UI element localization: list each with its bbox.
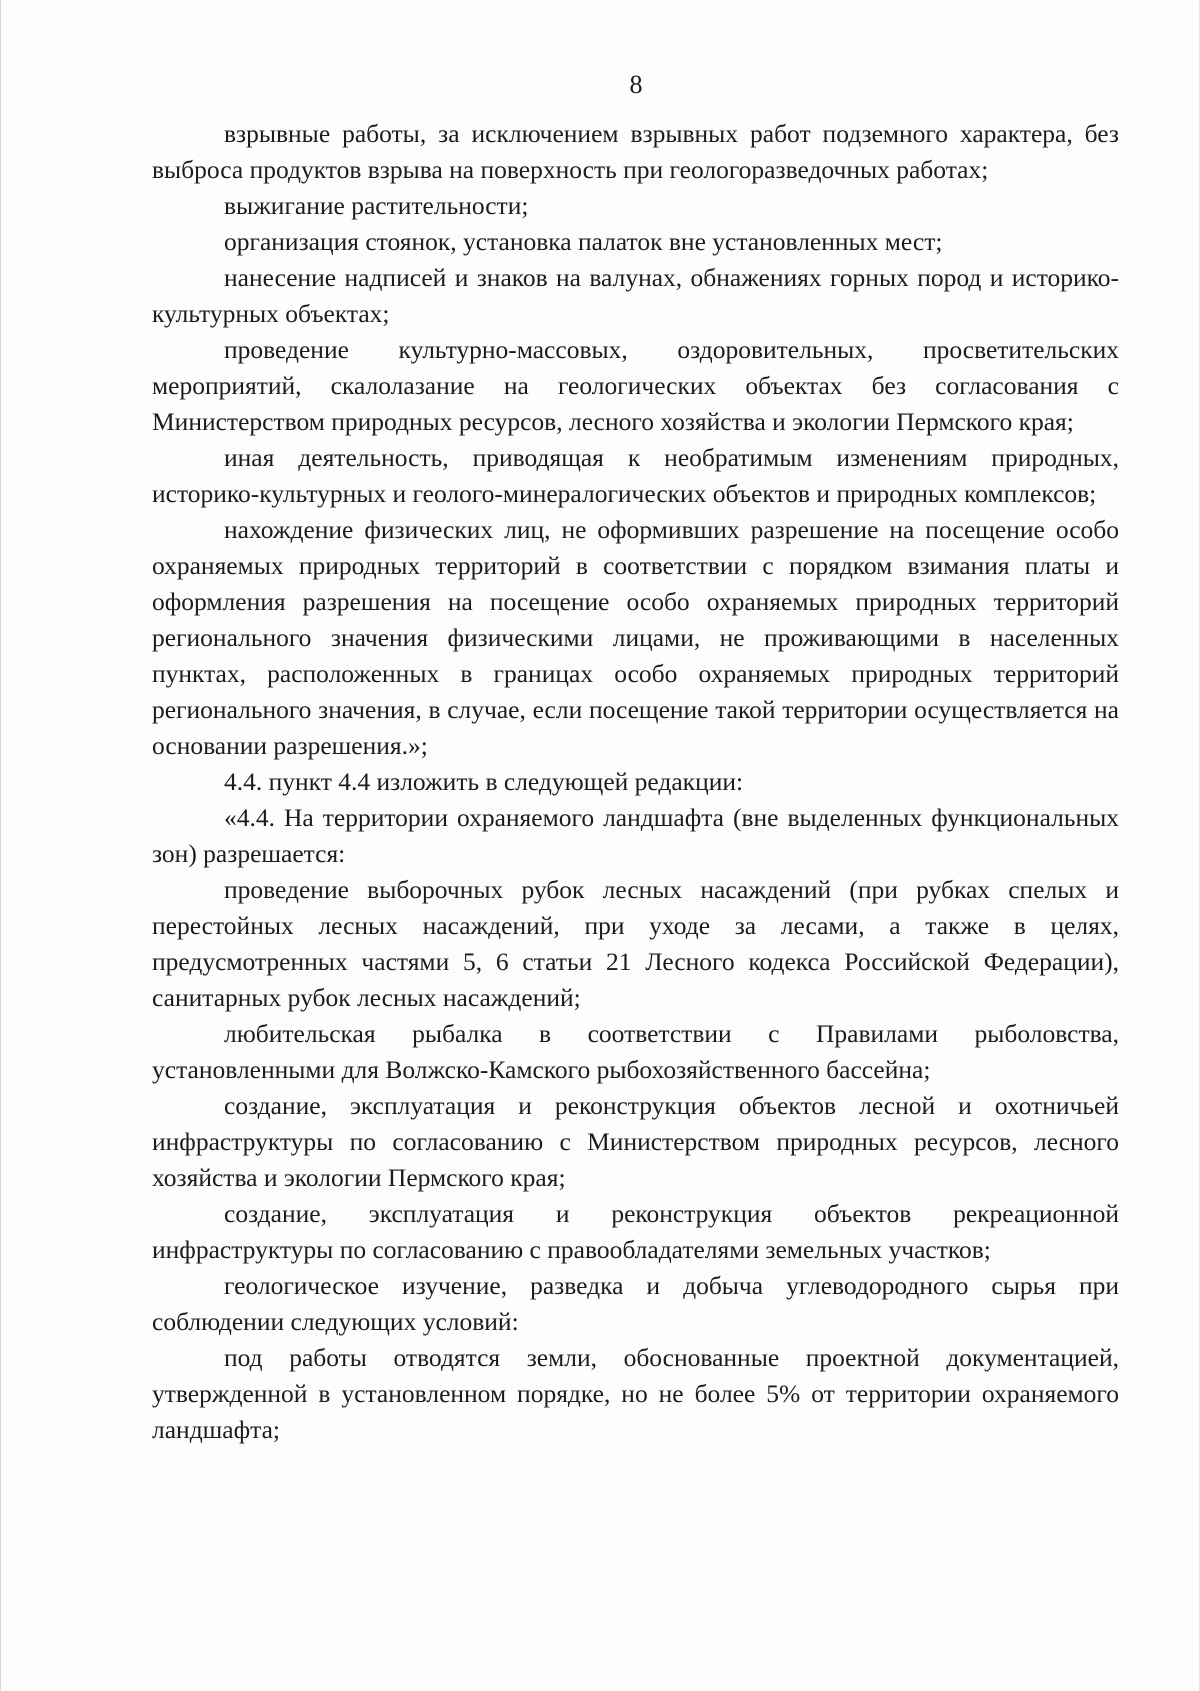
paragraph-visit-permit: нахождение физических лиц, не оформивших разрешение на посещение особо охраняемых природных территорий в соответствии с порядком взимания платы и оформления разрешения на посещение особо охраняемых природных территорий регионального значения физическими лицами, не проживающими в населенных пунктах, расположенных в границах особо охраняемых природных территорий регионального значения, в случае, если посещение такой территории осуществляется на основании разрешения.»;: [152, 515, 1119, 760]
document-body: [152, 116, 1119, 1448]
paragraph-mass-events: проведение культурно-массовых, оздоровительных, просветительских мероприятий, скалолазание на геологических объектах без согласования с Министерством природных ресурсов, лесного хозяйства и экологии Пермского края;: [152, 335, 1119, 436]
paragraph-geological-study: геологическое изучение, разведка и добыча углеводородного сырья при соблюдении следующих условий:: [152, 1271, 1119, 1336]
paragraph-selective-logging: проведение выборочных рубок лесных насаждений (при рубках спелых и перестойных лесных насаждений, при уходе за лесами, а также в целях, предусмотренных частями 5, 6 статьи 21 Лесного кодекса Российской Федерации), санитарных рубок лесных насаждений;: [152, 875, 1119, 1012]
paragraph-land-allocation: под работы отводятся земли, обоснованные проектной документацией, утвержденной в установленном порядке, но не более 5% от территории охраняемого ландшафта;: [152, 1343, 1119, 1444]
paragraph-other-activity: иная деятельность, приводящая к необратимым изменениям природных, историко-культурных и геолого-минералогических объектов и природных комплексов;: [152, 443, 1119, 508]
paragraph-clause-4-4: «4.4. На территории охраняемого ландшафта (вне выделенных функциональных зон) разрешается:: [152, 803, 1119, 868]
page-number: 8: [629, 70, 643, 99]
paragraph-vegetation-burning: выжигание растительности;: [224, 191, 529, 220]
paragraph-clause-4-4-intro: 4.4. пункт 4.4 изложить в следующей редакции:: [224, 767, 744, 796]
paragraph-recreation-infrastructure: создание, эксплуатация и реконструкция объектов рекреационной инфраструктуры по согласованию с правообладателями земельных участков;: [152, 1199, 1119, 1264]
paragraph-inscriptions: нанесение надписей и знаков на валунах, обнажениях горных пород и историко-культурных объектах;: [152, 263, 1119, 328]
paragraph-blasting: взрывные работы, за исключением взрывных работ подземного характера, без выброса продуктов взрыва на поверхность при геологоразведочных работах;: [152, 119, 1119, 184]
paragraph-camping: организация стоянок, установка палаток вне установленных мест;: [224, 227, 943, 256]
paragraph-forest-infrastructure: создание, эксплуатация и реконструкция объектов лесной и охотничьей инфраструктуры по согласованию с Министерством природных ресурсов, лесного хозяйства и экологии Пермского края;: [152, 1091, 1119, 1192]
paragraph-fishing: любительская рыбалка в соответствии с Правилами рыболовства, установленными для Волжско-Камского рыбохозяйственного бассейна;: [152, 1019, 1119, 1084]
